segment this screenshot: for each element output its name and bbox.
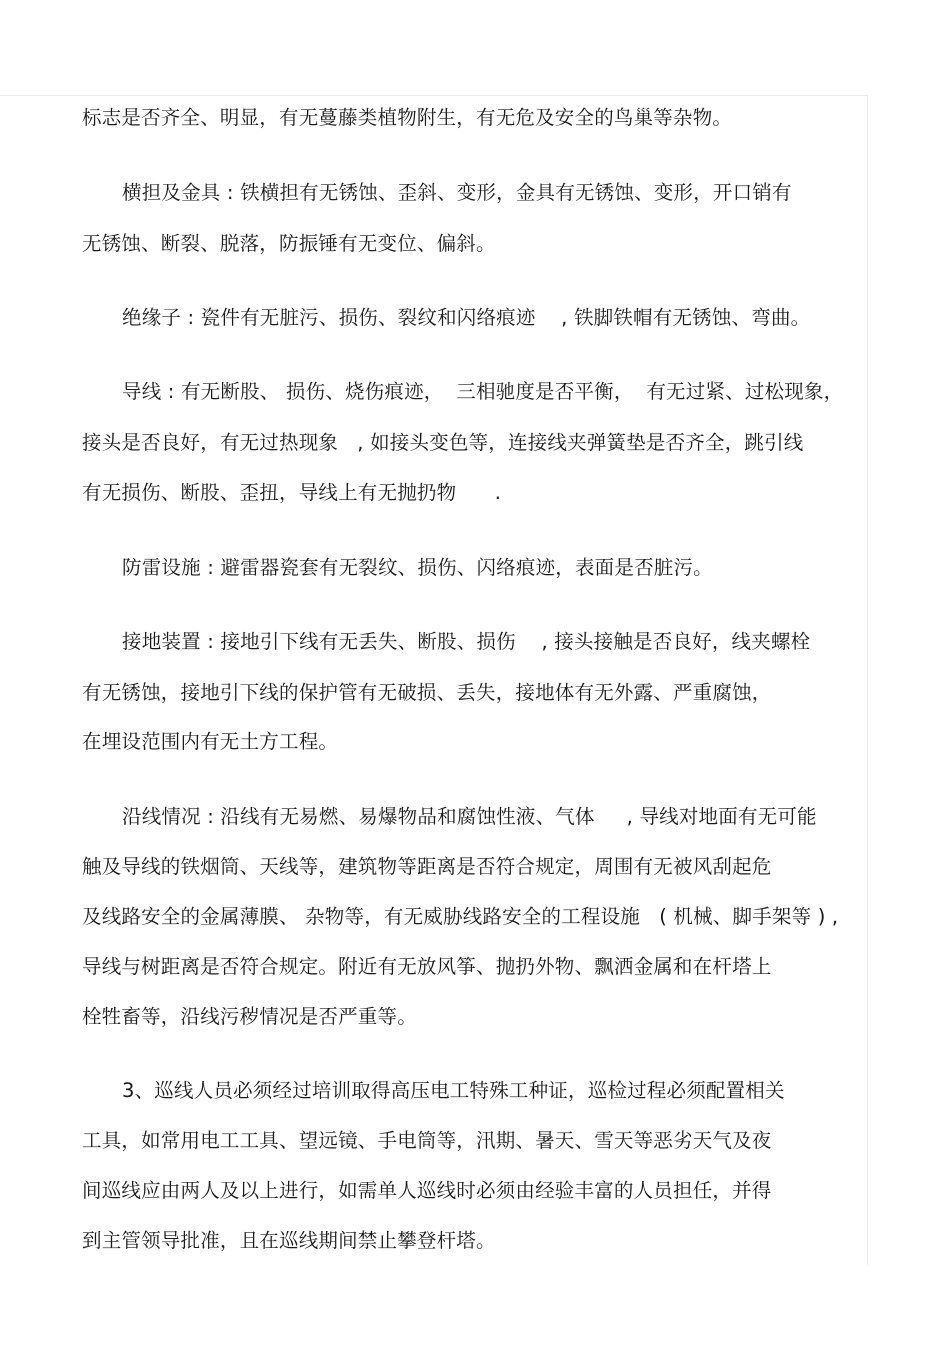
paragraph-item-3: 3、巡线人员必须经过培训取得高压电工特殊工种证，巡检过程必须配置相关 — [122, 1079, 785, 1102]
text-line: 工具，如常用电工工具、望远镜、手电筒等，汛期、暑天、雪天等恶劣天气及夜 — [82, 1129, 772, 1152]
text-line: 在埋设范围内有无土方工程。 — [82, 730, 339, 753]
paragraph-insulator: 绝缘子 : 瓷件有无脏污、损伤、裂纹和闪络痕迹 , 铁脚铁帽有无锈蚀、弯曲。 — [122, 306, 811, 329]
text-line: 有无锈蚀，接地引下线的保护管有无破损、丢失，接地体有无外露、严重腐蚀， — [82, 681, 772, 704]
paragraph-crossarm-hardware: 横担及金具 : 铁横担有无锈蚀、歪斜、变形，金具有无锈蚀、变形，开口销有 — [122, 181, 792, 204]
paragraph-lightning-protection: 防雷设施 : 避雷器瓷套有无裂纹、损伤、闪络痕迹，表面是否脏污。 — [122, 556, 713, 579]
text-line: 标志是否齐全、明显，有无蔓藤类植物附生，有无危及安全的鸟巢等杂物。 — [82, 106, 733, 129]
text-line: 及线路安全的金属薄膜、 杂物等，有无威胁线路安全的工程设施 ( 机械、脚手架等 ) , — [82, 905, 839, 928]
paragraph-grounding: 接地装置 : 接地引下线有无丢失、断股、损伤 , 接头接触是否良好，线夹螺栓 — [122, 630, 811, 653]
text-line: 到主管领导批准，且在巡线期间禁止攀登杆塔。 — [82, 1229, 496, 1252]
text-line: 间巡线应由两人及以上进行，如需单人巡线时必须由经验丰富的人员担任，并得 — [82, 1179, 772, 1202]
paragraph-route-conditions: 沿线情况 : 沿线有无易燃、易爆物品和腐蚀性液、气体 , 导线对地面有无可能 — [122, 805, 817, 828]
text-line: 有无损伤、断股、歪扭，导线上有无抛扔物 . — [82, 481, 502, 504]
paragraph-conductor: 导线 : 有无断股、 损伤、烧伤痕迹， 三相驰度是否平衡， 有无过紧、过松现象， — [122, 380, 844, 403]
text-line: 导线与树距离是否符合规定。附近有无放风筝、抛扔外物、飘洒金属和在杆塔上 — [82, 955, 772, 978]
text-line: 栓牲畜等，沿线污秽情况是否严重等。 — [82, 1005, 417, 1028]
text-line: 接头是否良好，有无过热现象 , 如接头变色等，连接线夹弹簧垫是否齐全，跳引线 — [82, 431, 804, 454]
text-line: 无锈蚀、断裂、脱落，防振锤有无变位、偏斜。 — [82, 232, 496, 255]
text-line: 触及导线的铁烟筒、天线等，建筑物等距离是否符合规定，周围有无被风刮起危 — [82, 855, 772, 878]
